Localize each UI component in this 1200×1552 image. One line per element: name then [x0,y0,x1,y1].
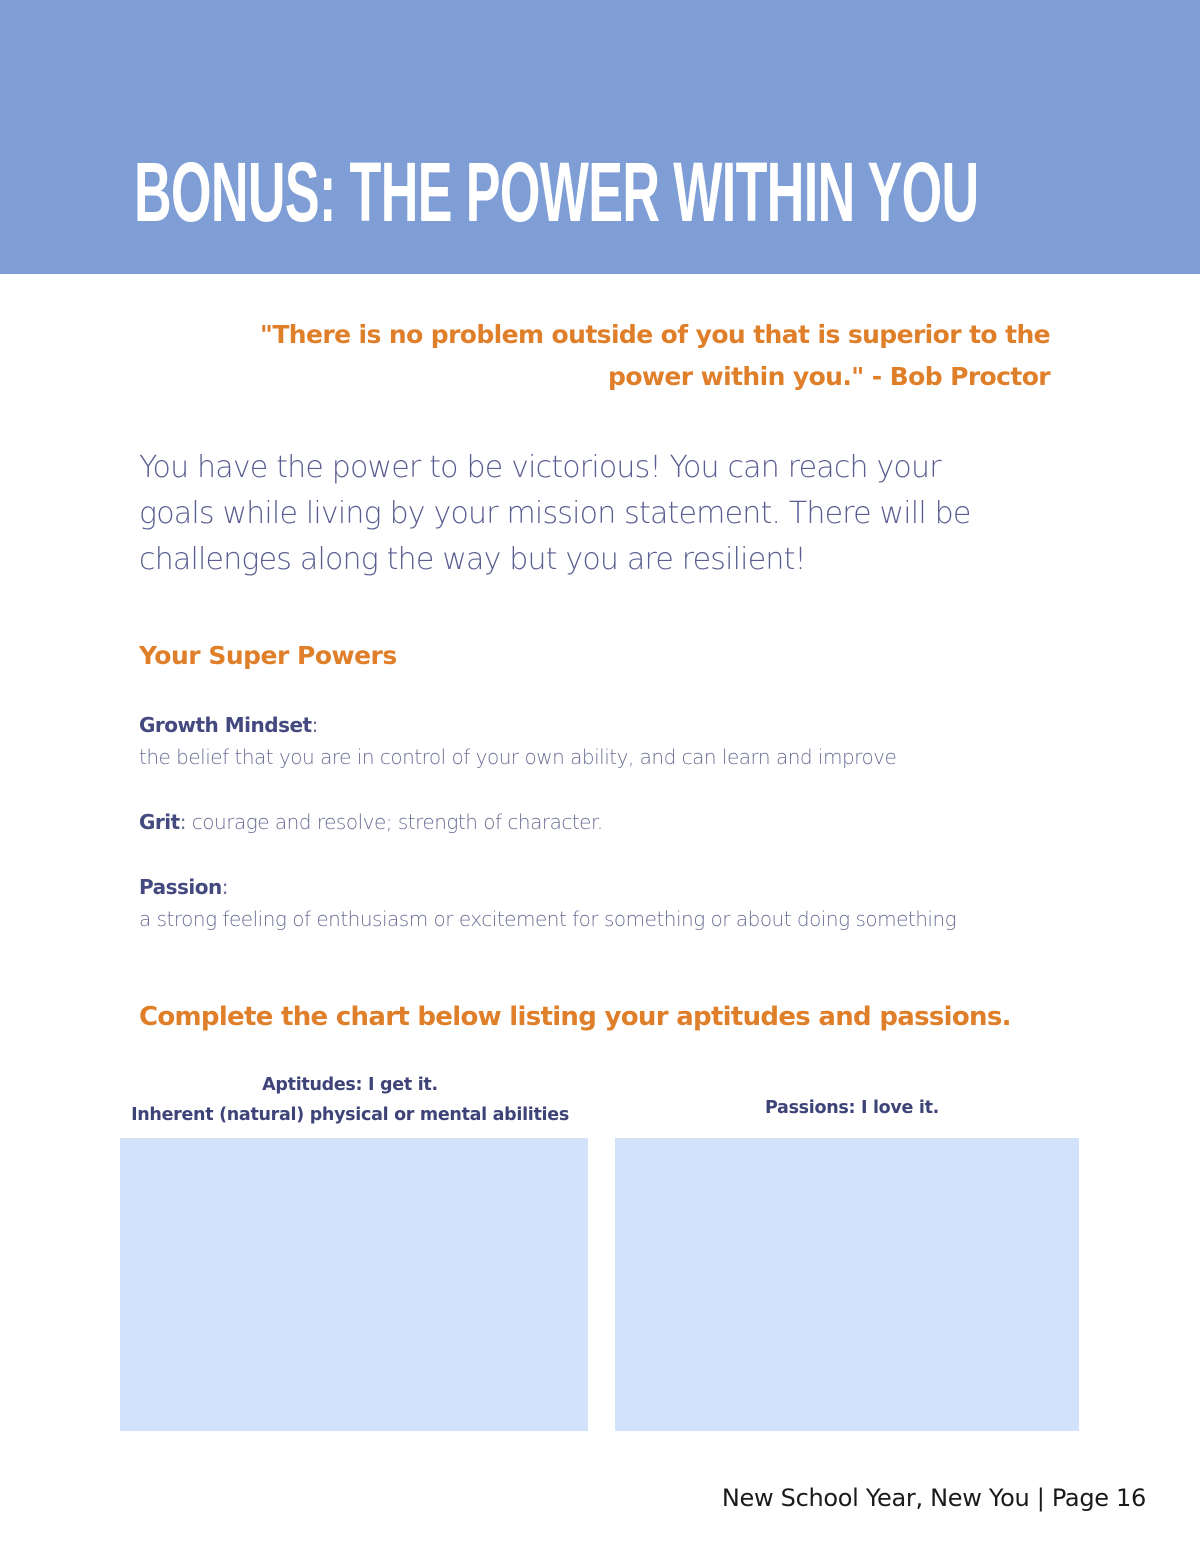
aptitudes-label [110,1070,590,1130]
term-name: Passion [139,875,222,899]
term-colon: : [221,875,229,899]
chart-instruction: Complete the chart below listing your aptitudes and passions. [139,1002,1011,1032]
page-title: BONUS: THE POWER WITHIN YOU [134,145,979,239]
aptitudes-subtitle: Inherent (natural) physical or mental abilities [131,1105,569,1125]
term-definition: a strong feeling of enthusiasm or excitement for something or about doing something [139,907,957,931]
term-passion [139,871,1079,935]
term-definition: the belief that you are in control of your own ability, and can learn and improve [139,745,897,769]
aptitudes-input-box[interactable] [120,1138,588,1431]
intro-paragraph: You have the power to be victorious! You can reach your goals while living by your mission statement. There will be challenges along the way but you are resilient! [139,450,971,577]
term-colon: : [179,810,186,834]
term-colon: : [311,713,318,737]
term-grit [139,806,1079,838]
quote-line-2: power within you." - Bob Proctor [608,362,1050,391]
term-name: Grit [139,810,180,834]
quote-line-1: "There is no problem outside of you that is superior to the [259,320,1050,349]
page-footer: New School Year, New You | Page 16 [721,1484,1146,1512]
super-powers-heading: Your Super Powers [139,641,397,670]
term-definition: courage and resolve; strength of character. [185,810,603,834]
header-banner [0,0,1200,274]
term-name: Growth Mindset [139,713,312,737]
passions-input-box[interactable] [615,1138,1079,1431]
quote [150,314,1050,398]
term-growth-mindset [139,709,1079,773]
passions-label: Passions: I love it. [765,1098,939,1118]
aptitudes-title: Aptitudes: I get it. [262,1075,438,1095]
